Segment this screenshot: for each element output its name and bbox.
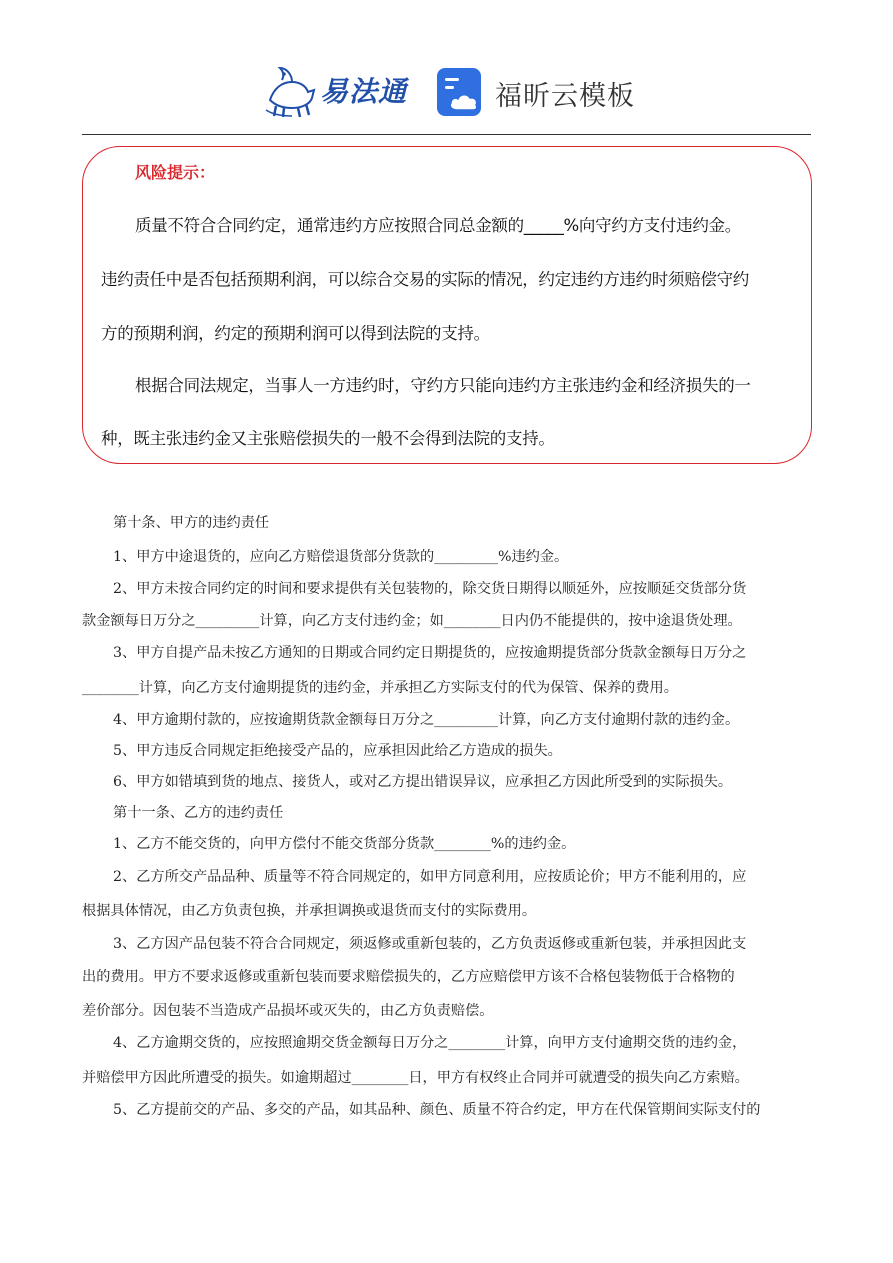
clause-line: ________计算，向乙方支付逾期提货的违约金，并承担乙方实际支付的代为保管、保养的费用。 (82, 680, 678, 696)
risk-line: 方的预期利润，约定的预期利润可以得到法院的支持。 (101, 324, 490, 343)
risk-line: 质量不符合合同约定，通常违约方应按照合同总金额的_____%向守约方支付违约金。 (135, 216, 741, 235)
risk-line: 根据合同法规定，当事人一方违约时，守约方只能向违约方主张违约金和经济损失的一 (135, 376, 751, 395)
section-heading: 第十条、甲方的违约责任 (113, 515, 270, 531)
risk-line: 种，既主张违约金又主张赔偿损失的一般不会得到法院的支持。 (101, 429, 555, 448)
clause-line: 1、乙方不能交货的，向甲方偿付不能交货部分货款________%的违约金。 (113, 836, 576, 852)
clause-line: 3、甲方自提产品未按乙方通知的日期或合同约定日期提货的，应按逾期提货部分货款金额每日万分之 (113, 645, 747, 661)
clause-line: 1、甲方中途退货的，应向乙方赔偿退货部分货款的_________%违约金。 (113, 549, 569, 565)
clause-line: 2、甲方未按合同约定的时间和要求提供有关包装物的，除交货日期得以顺延外，应按顺延交货部分货 (113, 581, 747, 597)
yifatong-logo (262, 60, 412, 120)
clause-line: 款金额每日万分之_________计算，向乙方支付违约金；如________日内仍不能提供的，按中途退货处理。 (82, 613, 742, 629)
clause-line: 4、乙方逾期交货的，应按照逾期交货金额每日万分之________计算，向甲方支付逾期交货的违约金， (113, 1035, 747, 1051)
cloud-doc-icon (435, 66, 487, 118)
clause-line: 差价部分。因包装不当造成产品损坏或灭失的，由乙方负责赔偿。 (82, 1003, 494, 1019)
fuxin-text: 福昕云模板 (495, 81, 635, 112)
fuxin-logo (435, 64, 655, 120)
risk-notice-box (82, 146, 812, 464)
clause-line: 4、甲方逾期付款的，应按逾期货款金额每日万分之_________计算，向乙方支付逾期付款的违约金。 (113, 712, 740, 728)
header-divider (82, 134, 811, 135)
header (0, 58, 893, 124)
clause-line: 3、乙方因产品包装不符合合同规定，须返修或重新包装的，乙方负责返修或重新包装，并承担因此支 (113, 936, 747, 952)
clause-line: 2、乙方所交产品品种、质量等不符合同规定的，如甲方同意利用，应按质论价；甲方不能利用的，应 (113, 869, 747, 885)
clause-line: 5、甲方违反合同规定拒绝接受产品的，应承担因此给乙方造成的损失。 (113, 743, 562, 759)
qilin-icon (262, 60, 322, 120)
risk-line: 违约责任中是否包括预期利润，可以综合交易的实际的情况，约定违约方违约时须赔偿守约 (101, 270, 750, 289)
clause-line: 6、甲方如错填到货的地点、接货人，或对乙方提出错误异议，应承担乙方因此所受到的实际损失。 (113, 774, 733, 790)
clause-line: 根据具体情况，由乙方负责包换，并承担调换或退货而支付的实际费用。 (82, 903, 537, 919)
clause-line: 并赔偿甲方因此所遭受的损失。如逾期超过________日，甲方有权终止合同并可就遭受的损失向乙方索赔。 (82, 1070, 749, 1086)
clause-line: 出的费用。甲方不要求返修或重新包装而要求赔偿损失的，乙方应赔偿甲方该不合格包装物低于合格物的 (82, 969, 735, 985)
section-heading: 第十一条、乙方的违约责任 (113, 805, 284, 821)
yifatong-text: 易法通 (320, 75, 408, 108)
risk-notice-title: 风险提示： (135, 163, 216, 182)
clause-line: 5、乙方提前交的产品、多交的产品，如其品种、颜色、质量不符合约定，甲方在代保管期间实际支付的 (113, 1102, 761, 1118)
